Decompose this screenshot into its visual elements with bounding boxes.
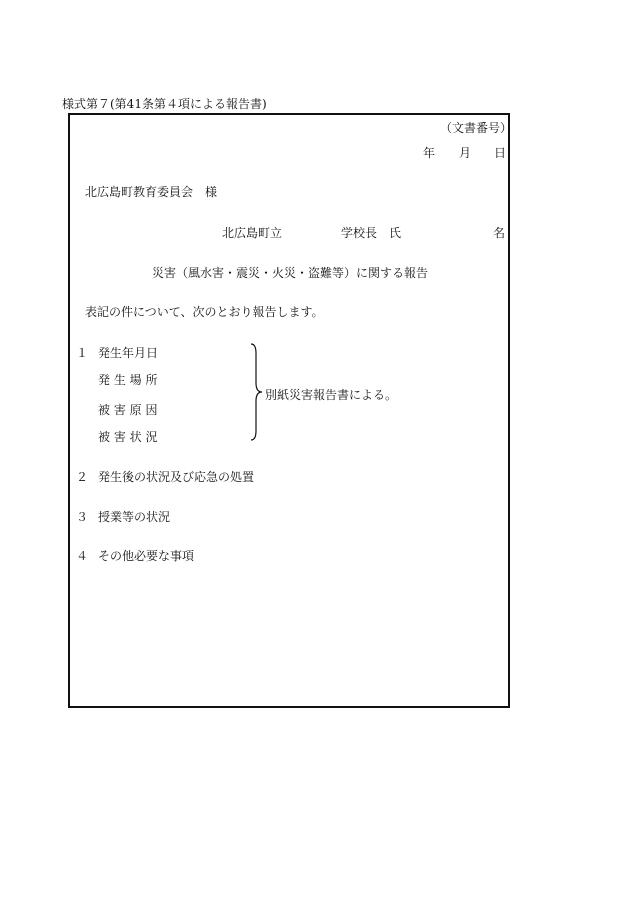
section-other-matters: その他必要な事項 [98,549,195,563]
item-occurrence-place: 発 生 場 所 [98,373,158,387]
section-2-number: ２ [76,470,89,484]
right-brace-icon [250,343,264,441]
section-3-number: ３ [76,510,89,524]
item-damage-status: 被 害 状 況 [98,430,158,444]
date-day-label: 日 [494,146,507,160]
item-1-number: １ [76,346,89,360]
date-month-label: 月 [459,146,472,160]
section-4-number: ４ [76,549,89,563]
intro-text: 表記の件について、次のとおり報告します。 [85,305,324,319]
form-number: 様式第７(第41条第４項による報告書) [62,97,267,111]
principal-title: 学校長 氏 [341,226,402,240]
section-post-occurrence: 発生後の状況及び応急の処置 [98,470,255,484]
name-suffix: 名 [493,226,506,240]
section-classes-status: 授業等の状況 [98,510,171,524]
report-title: 災害（風水害・震災・火災・盗難等）に関する報告 [152,266,429,280]
brace-note: 別紙災害報告書による。 [265,388,398,402]
document-number: （文書番号） [440,121,513,135]
item-occurrence-date: 発生年月日 [98,346,159,360]
item-damage-cause: 被 害 原 因 [98,403,158,417]
school-prefix: 北広島町立 [222,226,283,240]
addressee: 北広島町教育委員会 様 [85,185,218,199]
date-year-label: 年 [423,146,436,160]
